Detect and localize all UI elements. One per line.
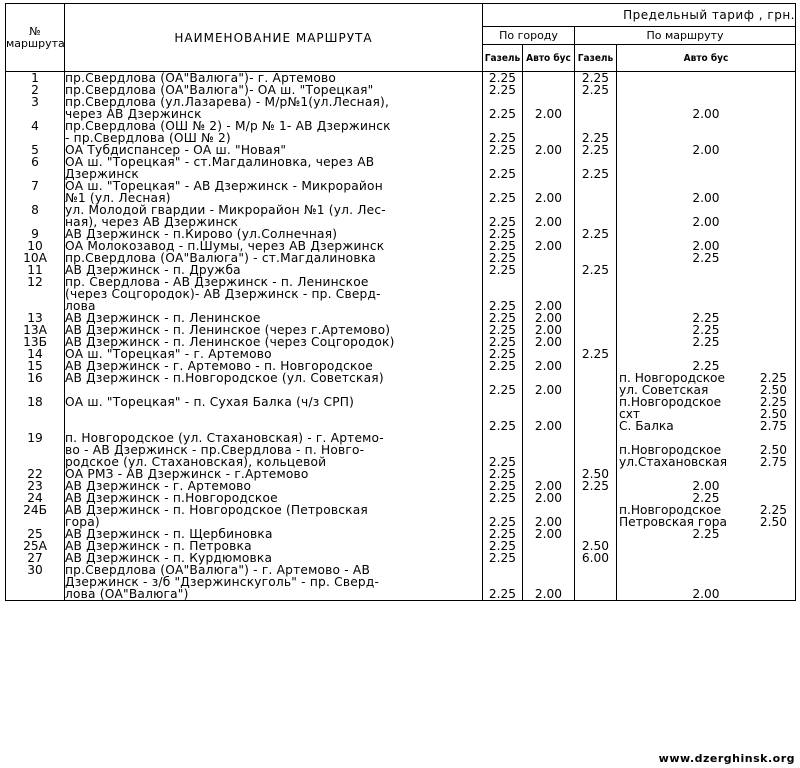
header-route-number: № маршрута [6, 4, 65, 72]
route-name: АВ Дзержинск - г. Артемово [65, 480, 483, 492]
table-row [6, 204, 796, 228]
route-name: АВ Дзержинск - п. Курдюмовка [65, 552, 483, 564]
route-bus-prices [617, 552, 796, 564]
table-row [6, 120, 796, 144]
route-gazel-price [575, 312, 617, 324]
route-number: 27 [6, 552, 65, 564]
route-name: пр. Свердлова - АВ Дзержинск - п. Ленинское (через Соцгородок)- АВ Дзержинск - пр. Сверд- лова [65, 276, 483, 312]
header-city-bus: Авто бус [523, 45, 575, 72]
stop-label: п.Новгородское [619, 503, 722, 517]
route-name: п. Новгородское (ул. Стахановская) - г. Артемо- во - АВ Дзержинск - пр.Свердлова - п. Новго- родское (ул. Стахановская), кольцевой [65, 432, 483, 468]
route-bus-prices [617, 72, 796, 85]
header-by-route: По маршруту [575, 27, 796, 45]
route-bus-prices [617, 504, 796, 528]
stop-label: ул. Советская [619, 383, 709, 397]
route-gazel-price: 2.25 [575, 84, 617, 96]
route-bus-price-line: 2.25 [692, 335, 720, 349]
route-gazel-price: 2.25 [575, 120, 617, 144]
route-bus-prices [617, 156, 796, 180]
city-bus-price: 2.00 [523, 528, 575, 540]
city-bus-price [523, 252, 575, 264]
route-number: 7 [6, 180, 65, 204]
route-bus-price-line: 2.00 [692, 191, 720, 205]
table-row [6, 564, 796, 601]
city-gazel-price: 2.25 [483, 528, 523, 540]
route-number: 5 [6, 144, 65, 156]
route-name: ОА РМЗ - АВ Дзержинск - г.Артемово [65, 468, 483, 480]
city-bus-price: 2.00 [523, 276, 575, 312]
city-bus-price: 2.00 [523, 372, 575, 396]
route-name: АВ Дзержинск - п.Новгородское (ул. Советская) [65, 372, 483, 396]
route-bus-prices [617, 120, 796, 144]
city-gazel-price: 2.25 [483, 552, 523, 564]
route-bus-prices [617, 204, 796, 228]
stop-price: 2.25 [759, 371, 787, 385]
route-number: 14 [6, 348, 65, 360]
route-number: 11 [6, 264, 65, 276]
route-bus-prices [617, 96, 796, 120]
route-bus-prices [617, 396, 796, 432]
city-bus-price [523, 540, 575, 552]
route-gazel-price: 2.25 [575, 72, 617, 85]
city-bus-price: 2.00 [523, 504, 575, 528]
table-row [6, 504, 796, 528]
city-gazel-price: 2.25 [483, 504, 523, 528]
route-bus-price-line: 2.00 [692, 479, 720, 493]
route-name: ул. Молодой гвардии - Микрорайон №1 (ул. Лес- ная), через АВ Дзержинск [65, 204, 483, 228]
city-bus-price: 2.00 [523, 180, 575, 204]
city-gazel-price: 2.25 [483, 324, 523, 336]
route-number: 16 [6, 372, 65, 396]
city-gazel-price: 2.25 [483, 156, 523, 180]
route-bus-prices [617, 540, 796, 552]
route-name: АВ Дзержинск - п. Петровка [65, 540, 483, 552]
city-bus-price: 2.00 [523, 360, 575, 372]
route-gazel-price [575, 492, 617, 504]
route-gazel-price: 2.25 [575, 144, 617, 156]
route-bus-price-line: 2.25 [692, 311, 720, 325]
route-name: АВ Дзержинск - п. Дружба [65, 264, 483, 276]
city-gazel-price: 2.25 [483, 480, 523, 492]
route-gazel-price: 2.25 [575, 264, 617, 276]
header-route-bus: Авто бус [617, 45, 796, 72]
route-bus-prices [617, 372, 796, 396]
city-gazel-price: 2.25 [483, 228, 523, 240]
table-row [6, 276, 796, 312]
stop-price: 2.50 [759, 443, 787, 457]
route-gazel-price: 2.25 [575, 228, 617, 240]
route-name: ОА ш. "Торецкая" - г. Артемово [65, 348, 483, 360]
route-bus-price-line: 2.25 [692, 527, 720, 541]
city-gazel-price: 2.25 [483, 372, 523, 396]
stop-price: 2.50 [759, 383, 787, 397]
route-number: 18 [6, 396, 65, 432]
site-watermark: www.dzerghinsk.org [658, 752, 795, 765]
route-number: 6 [6, 156, 65, 180]
city-gazel-price: 2.25 [483, 252, 523, 264]
route-bus-price-line: 2.00 [692, 143, 720, 157]
city-bus-price: 2.00 [523, 204, 575, 228]
route-name: АВ Дзержинск - г. Артемово - п. Новгородское [65, 360, 483, 372]
city-bus-price [523, 432, 575, 468]
stop-label: Петровская гора [619, 515, 727, 529]
route-bus-price-line: 2.25 [692, 251, 720, 265]
city-bus-price [523, 84, 575, 96]
route-name: АВ Дзержинск - п. Щербиновка [65, 528, 483, 540]
city-bus-price: 2.00 [523, 96, 575, 120]
stop-price: 2.75 [759, 455, 787, 469]
route-gazel-price [575, 396, 617, 432]
route-bus-prices [617, 252, 796, 264]
city-gazel-price: 2.25 [483, 492, 523, 504]
city-bus-price [523, 72, 575, 85]
route-bus-prices [617, 84, 796, 96]
route-bus-price-line: 2.00 [692, 239, 720, 253]
table-row [6, 156, 796, 180]
route-bus-price-line [617, 420, 795, 432]
route-number: 13 [6, 312, 65, 324]
route-name: пр.Свердлова (ОШ № 2) - М/р № 1- АВ Дзержинск - пр.Свердлова (ОШ № 2) [65, 120, 483, 144]
route-bus-prices [617, 528, 796, 540]
route-bus-price-line: 2.25 [692, 491, 720, 505]
route-number: 9 [6, 228, 65, 240]
table-row [6, 96, 796, 120]
route-number: 13Б [6, 336, 65, 348]
header-city-gazel: Газель [483, 45, 523, 72]
route-bus-prices [617, 180, 796, 204]
route-number: 3 [6, 96, 65, 120]
route-bus-prices [617, 432, 796, 468]
route-number: 15 [6, 360, 65, 372]
city-gazel-price: 2.25 [483, 360, 523, 372]
city-gazel-price: 2.25 [483, 564, 523, 601]
route-gazel-price: 2.50 [575, 468, 617, 480]
route-gazel-price: 6.00 [575, 552, 617, 564]
city-bus-price: 2.00 [523, 396, 575, 432]
stop-price: 2.50 [759, 515, 787, 529]
city-gazel-price: 2.25 [483, 264, 523, 276]
route-name: пр.Свердлова (ОА"Валюга") - ст.Магдалиновка [65, 252, 483, 264]
city-bus-price: 2.00 [523, 144, 575, 156]
route-number: 12 [6, 276, 65, 312]
route-gazel-price [575, 180, 617, 204]
route-number: 19 [6, 432, 65, 468]
route-gazel-price: 2.25 [575, 156, 617, 180]
route-number: 25А [6, 540, 65, 552]
stop-label: п.Новгородское [619, 443, 722, 457]
route-name: ОА ш. "Торецкая" - АВ Дзержинск - Микрорайон №1 (ул. Лесная) [65, 180, 483, 204]
route-bus-prices [617, 276, 796, 312]
city-gazel-price: 2.25 [483, 276, 523, 312]
route-gazel-price: 2.25 [575, 348, 617, 360]
city-bus-price: 2.00 [523, 492, 575, 504]
route-name: пр.Свердлова (ОА"Валюга")- ОА ш. "Торецкая" [65, 84, 483, 96]
route-bus-prices [617, 336, 796, 348]
city-gazel-price: 2.25 [483, 120, 523, 144]
city-bus-price [523, 120, 575, 144]
city-gazel-price: 2.25 [483, 72, 523, 85]
route-gazel-price [575, 360, 617, 372]
route-number: 23 [6, 480, 65, 492]
stop-label: С. Балка [619, 419, 674, 433]
route-name: пр.Свердлова (ОА"Валюга")- г. Артемово [65, 72, 483, 85]
route-name: пр.Свердлова (ОА"Валюга") - г. Артемово - АВ Дзержинск - з/б "Дзержинскуголь" - пр. Сверд- лова (ОА"Валюга") [65, 564, 483, 601]
city-bus-price [523, 552, 575, 564]
tariff-sheet [5, 3, 795, 762]
route-number: 8 [6, 204, 65, 228]
route-gazel-price [575, 324, 617, 336]
route-bus-prices [617, 144, 796, 156]
route-name: ОА Тубдиспансер - ОА ш. "Новая" [65, 144, 483, 156]
stop-label: схт [619, 407, 641, 421]
tariff-rows [6, 72, 796, 601]
route-name: АВ Дзержинск - п. Ленинское (через Соцгородок) [65, 336, 483, 348]
route-gazel-price: 2.50 [575, 540, 617, 552]
route-bus-price-line: 2.25 [692, 359, 720, 373]
city-gazel-price: 2.25 [483, 432, 523, 468]
route-number: 24Б [6, 504, 65, 528]
table-row [6, 372, 796, 396]
city-bus-price: 2.00 [523, 240, 575, 252]
route-gazel-price [575, 504, 617, 528]
route-name: АВ Дзержинск - п. Ленинское [65, 312, 483, 324]
route-name: АВ Дзержинск - п.Новгородское [65, 492, 483, 504]
route-number: 30 [6, 564, 65, 601]
city-gazel-price: 2.25 [483, 144, 523, 156]
route-number: 24 [6, 492, 65, 504]
route-bus-price-line: 2.00 [692, 107, 720, 121]
table-row [6, 396, 796, 432]
city-gazel-price: 2.25 [483, 96, 523, 120]
header-tariff-limit: Предельный тариф , грн. [483, 4, 796, 27]
route-bus-price-line: 2.00 [692, 215, 720, 229]
route-number: 4 [6, 120, 65, 144]
city-gazel-price: 2.25 [483, 312, 523, 324]
city-gazel-price: 2.25 [483, 468, 523, 480]
route-bus-price-line: 2.25 [692, 323, 720, 337]
city-gazel-price: 2.25 [483, 348, 523, 360]
route-number: 22 [6, 468, 65, 480]
route-name: АВ Дзержинск - п. Ленинское (через г.Артемово) [65, 324, 483, 336]
route-bus-prices [617, 564, 796, 601]
route-name: АВ Дзержинск - п. Новгородское (Петровская гора) [65, 504, 483, 528]
tariff-table [5, 3, 796, 601]
stop-price: 2.25 [759, 503, 787, 517]
city-gazel-price: 2.25 [483, 396, 523, 432]
route-number: 2 [6, 84, 65, 96]
header-by-city: По городу [483, 27, 575, 45]
route-gazel-price [575, 432, 617, 468]
stop-price: 2.50 [759, 407, 787, 421]
route-number: 10 [6, 240, 65, 252]
route-bus-price-line [617, 456, 795, 468]
table-row [6, 180, 796, 204]
route-number: 10А [6, 252, 65, 264]
city-bus-price: 2.00 [523, 336, 575, 348]
city-gazel-price: 2.25 [483, 336, 523, 348]
route-gazel-price: 2.25 [575, 480, 617, 492]
route-name: АВ Дзержинск - п.Кирово (ул.Солнечная) [65, 228, 483, 240]
route-bus-price-line: 2.00 [692, 587, 720, 601]
city-bus-price: 2.00 [523, 480, 575, 492]
city-bus-price [523, 264, 575, 276]
city-gazel-price: 2.25 [483, 180, 523, 204]
route-gazel-price [575, 204, 617, 228]
stop-price: 2.75 [759, 419, 787, 433]
city-bus-price: 2.00 [523, 312, 575, 324]
stop-label: п. Новгородское [619, 371, 726, 385]
route-name: ОА ш. "Торецкая" - п. Сухая Балка (ч/з СРП) [65, 396, 483, 432]
route-gazel-price [575, 240, 617, 252]
header-route-gazel: Газель [575, 45, 617, 72]
route-gazel-price [575, 276, 617, 312]
city-bus-price: 2.00 [523, 564, 575, 601]
table-row [6, 432, 796, 468]
city-gazel-price: 2.25 [483, 540, 523, 552]
route-name: пр.Свердлова (ул.Лазарева) - М/р№1(ул.Лесная), через АВ Дзержинск [65, 96, 483, 120]
city-gazel-price: 2.25 [483, 84, 523, 96]
route-name: ОА Молокозавод - п.Шумы, через АВ Дзержинск [65, 240, 483, 252]
stop-price: 2.25 [759, 395, 787, 409]
stop-label: ул.Стахановская [619, 455, 728, 469]
stop-label: п.Новгородское [619, 395, 722, 409]
city-bus-price: 2.00 [523, 324, 575, 336]
city-bus-price [523, 156, 575, 180]
route-number: 13А [6, 324, 65, 336]
header-route-name: НАИМЕНОВАНИЕ МАРШРУТА [65, 4, 483, 72]
route-gazel-price [575, 564, 617, 601]
route-bus-prices [617, 264, 796, 276]
city-gazel-price: 2.25 [483, 204, 523, 228]
route-gazel-price [575, 372, 617, 396]
route-name: ОА ш. "Торецкая" - ст.Магдалиновка, через АВ Дзержинск [65, 156, 483, 180]
route-number: 25 [6, 528, 65, 540]
route-gazel-price [575, 96, 617, 120]
city-gazel-price: 2.25 [483, 240, 523, 252]
route-number: 1 [6, 72, 65, 85]
